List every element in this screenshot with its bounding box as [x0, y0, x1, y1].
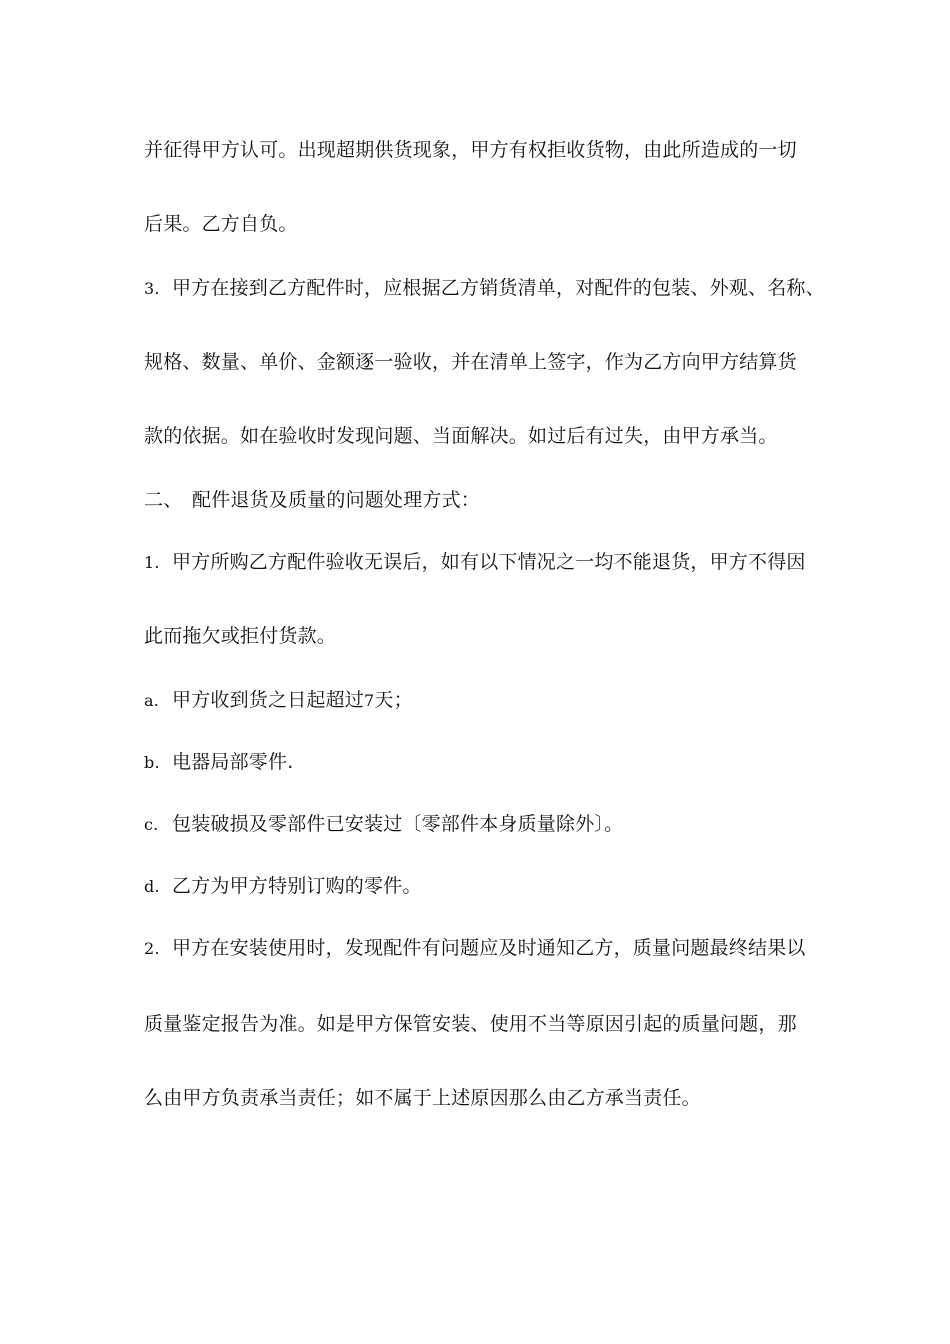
line-text: 么由甲方负责承当责任；如不属于上述原因那么由乙方承当责任。 [144, 1087, 701, 1109]
paragraph-line [144, 212, 834, 236]
numbered-item-2 [144, 936, 834, 961]
list-item-b [144, 750, 834, 775]
line-text: 此而拖欠或拒付货款。 [144, 625, 337, 647]
line-text-before: 甲方收到货之日起超过 [172, 689, 365, 711]
line-number: 7 [364, 691, 375, 710]
paragraph-line [144, 350, 834, 374]
line-text: 款的依据。如在验收时发现问题、当面解决。如过后有过失，由甲方承当。 [144, 425, 778, 447]
line-text: 并征得甲方认可。出现超期供货现象，甲方有权拒收货物，由此所造成的一切 [144, 139, 797, 161]
paragraph-line [144, 424, 834, 448]
line-text: 乙方为甲方特别订购的零件。 [172, 875, 422, 897]
numbered-item-1 [144, 550, 834, 575]
list-item-a [144, 688, 834, 713]
line-text: 甲方所购乙方配件验收无误后，如有以下情况之一均不能退货，甲方不得因 [172, 551, 806, 573]
section-title: 配件退货及质量的问题处理方式： [192, 489, 481, 511]
paragraph-line [144, 1012, 834, 1036]
line-text: 甲方在安装使用时，发现配件有问题应及时通知乙方，质量问题最终结果以 [172, 937, 806, 959]
item-number: 3. [144, 279, 160, 298]
line-text-after: 天； [374, 689, 413, 711]
line-text: 规格、数量、单价、金额逐一验收，并在清单上签字，作为乙方向甲方结算货 [144, 351, 797, 373]
section-number: 二、 [144, 489, 183, 511]
paragraph-line [144, 624, 834, 648]
line-text: 包装破损及零部件已安装过〔零部件本身质量除外〕。 [172, 813, 624, 835]
paragraph-line [144, 138, 834, 162]
item-letter: a. [144, 691, 160, 710]
list-item-c [144, 812, 834, 837]
item-number: 2. [144, 939, 160, 958]
line-text: 质量鉴定报告为准。如是甲方保管安装、使用不当等原因引起的质量问题，那 [144, 1013, 797, 1035]
item-letter: b. [144, 753, 160, 772]
item-number: 1. [144, 553, 160, 572]
section-heading [144, 488, 834, 512]
item-letter: d. [144, 877, 160, 896]
line-text: 电器局部零件. [172, 751, 294, 773]
line-text: 甲方在接到乙方配件时，应根据乙方销货清单，对配件的包装、外观、名称、 [172, 277, 825, 299]
item-letter: c. [144, 815, 159, 834]
list-item-d [144, 874, 834, 899]
numbered-item-3 [144, 276, 834, 301]
paragraph-line [144, 1086, 834, 1110]
line-text: 后果。乙方自负。 [144, 213, 298, 235]
